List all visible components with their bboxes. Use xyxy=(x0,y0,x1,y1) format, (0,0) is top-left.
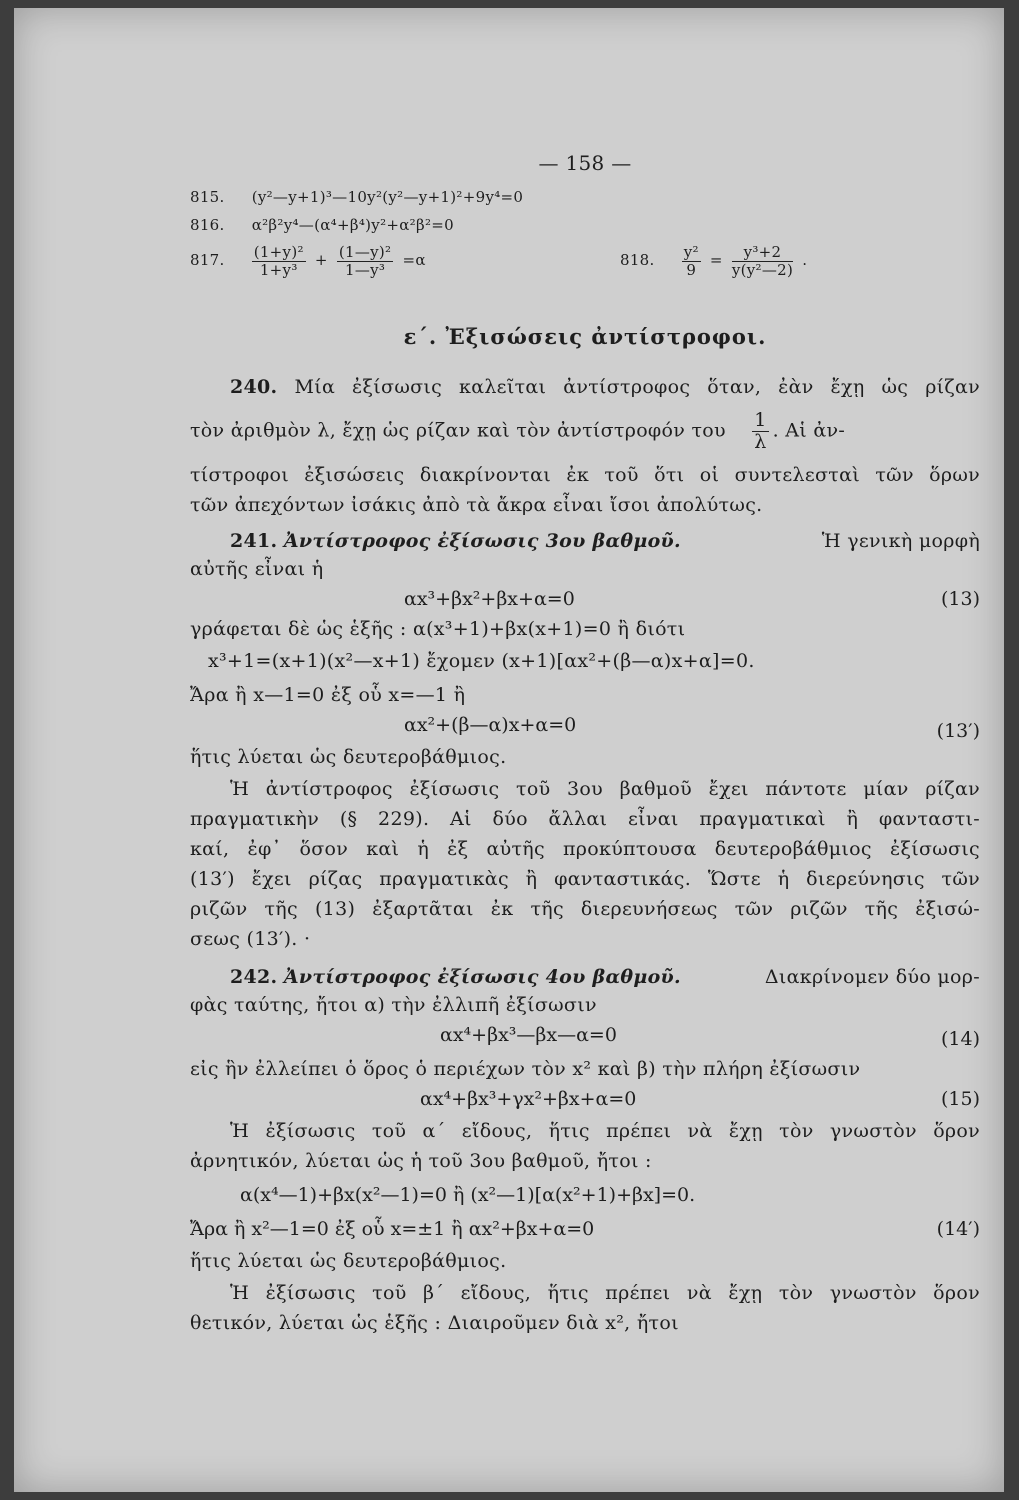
paragraph-240-line: τὸν ἀριθμὸν λ, ἔχῃ ὡς ρίζαν καὶ τὸν ἀντίστροφόν του $\frac{1}{\lambda}$ . Αἱ ἀν- xyxy=(190,409,846,453)
exercise-number: 815. xyxy=(190,188,225,206)
fraction: $\frac{\text{y³+2}}{\text{y(y²—2)}}$ xyxy=(731,243,794,279)
equation-line: α(x⁴—1)+βx(x²—1)=0 ἢ (x²—1)[α(x²+1)+βx]=0. xyxy=(240,1184,696,1206)
paragraph-242-line: ἀρνητικόν, λύεται ὡς ἡ τοῦ 3ου βαθμοῦ, ἤτοι : xyxy=(190,1150,652,1172)
paragraph-242-line: εἰς ἣν ἐλλείπει ὁ ὅρος ὁ περιέχων τὸν x² καὶ β) τὴν πλήρη ἐξίσωσιν xyxy=(190,1058,861,1080)
equation-14: αx⁴+βx³—βx—α=0 xyxy=(440,1024,617,1046)
equation-tag: (13) xyxy=(940,588,980,610)
equation-tag: (15) xyxy=(940,1088,980,1110)
paragraph-240-line: τίστροφοι ἐξισώσεις διακρίνονται ἐκ τοῦ ὅτι οἱ συντελεσταὶ τῶν ὅρων xyxy=(190,464,980,486)
paragraph-title: Ἀντίστροφος ἐξίσωσις 4ου βαθμοῦ. xyxy=(283,966,681,988)
paragraph-242-line: φὰς ταύτης, ἤτοι α) τὴν ἐλλιπῆ ἐξίσωσιν xyxy=(190,994,597,1016)
paragraph-241-line: γράφεται δὲ ὡς ἑξῆς : α(x³+1)+βx(x+1)=0 ἢ διότι xyxy=(190,618,686,640)
paragraph-title: Ἀντίστροφος ἐξίσωσις 3ου βαθμοῦ. xyxy=(283,530,681,552)
exercise-expression: (y²—y+1)³—10y²(y²—y+1)²+9y⁴=0 xyxy=(251,188,524,206)
paragraph-241-line: Ἄρα ἢ x—1=0 ἐξ οὗ x=—1 ἢ xyxy=(190,684,466,706)
fraction: $\frac{\text{(1—y)²}}{\text{1—y³}}$ xyxy=(338,243,392,279)
paragraph-line: (13′) ἔχει ρίζας πραγματικὰς ἢ φανταστικάς. Ὥστε ἡ διερεύνησις τῶν xyxy=(190,868,980,890)
exercise-817: 817. $\frac{\text{(1+y)²}}{\text{1+y³}}$ + $\frac{\text{(1—y)²}}{\text{1—y³}}$ =α xyxy=(190,243,426,279)
paragraph-242-line: 242. Ἀντίστροφος ἐξίσωσις 4ου βαθμοῦ. Διακρίνομεν δύο μορ- xyxy=(230,966,980,988)
paragraph-number: 240. xyxy=(230,376,278,398)
paragraph-line: καί, ἐφ᾽ ὅσον καὶ ἡ ἐξ αὐτῆς προκύπτουσα δευτεροβάθμιος ἐξίσωσις xyxy=(190,838,980,860)
paragraph-241-line: αὐτῆς εἶναι ἡ xyxy=(190,558,324,580)
section-heading: ε΄. Ἐξισώσεις ἀντίστροφοι. xyxy=(403,324,767,349)
exercise-818: 818. $\frac{\text{y²}}{9}$ = $\frac{\text{y³+2}}{\text{y(y²—2)}}$ . xyxy=(620,243,808,279)
paragraph-242-line: Ἡ ἐξίσωσις τοῦ α΄ εἴδους, ἥτις πρέπει νὰ ἔχῃ τὸν γνωστὸν ὅρον xyxy=(230,1120,980,1142)
exercise-815 xyxy=(190,188,523,206)
exercise-816 xyxy=(190,216,454,234)
paragraph-number: 242. xyxy=(230,966,278,988)
equation-13: αx³+βx²+βx+α=0 xyxy=(404,588,575,610)
fraction: $\frac{\text{y²}}{9}$ xyxy=(683,243,699,279)
equation-line: Ἄρα ἢ x²—1=0 ἐξ οὗ x=±1 ἢ αx²+βx+α=0 xyxy=(190,1218,595,1240)
paragraph-240-line: 240. Μία ἐξίσωσις καλεῖται ἀντίστροφος ὅταν, ἐὰν ἔχῃ ὡς ρίζαν xyxy=(230,376,981,398)
paragraph-240-line: τῶν ἀπεχόντων ἰσάκις ἀπὸ τὰ ἄκρα εἶναι ἴσοι ἀπολύτως. xyxy=(190,494,763,516)
paragraph-number: 241. xyxy=(230,530,278,552)
fraction: $\frac{\text{(1+y)²}}{\text{1+y³}}$ xyxy=(253,243,304,279)
exercise-number: 816. xyxy=(190,216,225,234)
paragraph-242-line: Ἡ ἐξίσωσις τοῦ β΄ εἴδους, ἥτις πρέπει νὰ ἔχῃ τὸν γνωστὸν ὅρον xyxy=(230,1282,980,1304)
paragraph-241-line: x³+1=(x+1)(x²—x+1) ἔχομεν (x+1)[αx²+(β—α)x+α]=0. xyxy=(208,650,755,672)
equation-tag: (14′) xyxy=(936,1218,980,1240)
page-number: — 158 — xyxy=(538,151,632,175)
paragraph-241-line: 241. Ἀντίστροφος ἐξίσωσις 3ου βαθμοῦ. Ἡ γενικὴ μορφὴ xyxy=(230,530,980,552)
equation-15: αx⁴+βx³+γx²+βx+α=0 xyxy=(420,1088,637,1110)
exercise-expression: α²β²y⁴—(α⁴+β⁴)y²+α²β²=0 xyxy=(251,216,454,234)
fraction: $\frac{1}{\lambda}$ xyxy=(754,409,767,453)
paragraph-line: σεως (13′). · xyxy=(190,928,311,950)
paragraph-241-line: ἥτις λύεται ὡς δευτεροβάθμιος. xyxy=(190,746,507,768)
paragraph-line: πραγματικὴν (§ 229). Αἱ δύο ἄλλαι εἶναι πραγματικαὶ ἢ φανταστι- xyxy=(190,808,980,830)
paragraph-line: Ἡ ἀντίστροφος ἐξίσωσις τοῦ 3ου βαθμοῦ ἔχει πάντοτε μίαν ρίζαν xyxy=(230,778,980,800)
paragraph-242-line: θετικόν, λύεται ὡς ἑξῆς : Διαιροῦμεν διὰ x², ἤτοι xyxy=(190,1312,679,1334)
equation-13-prime: αx²+(β—α)x+α=0 xyxy=(404,714,577,736)
exercise-number: 818. xyxy=(620,251,655,269)
book-page xyxy=(14,8,1004,1492)
equation-tag: (14) xyxy=(940,1028,980,1050)
paragraph-line: ριζῶν τῆς (13) ἐξαρτᾶται ἐκ τῆς διερευνήσεως τῶν ριζῶν τῆς ἐξισώ- xyxy=(190,898,980,920)
exercise-number: 817. xyxy=(190,251,225,269)
paragraph-242-line: ἥτις λύεται ὡς δευτεροβάθμιος. xyxy=(190,1250,507,1272)
equation-tag: (13′) xyxy=(936,720,980,742)
